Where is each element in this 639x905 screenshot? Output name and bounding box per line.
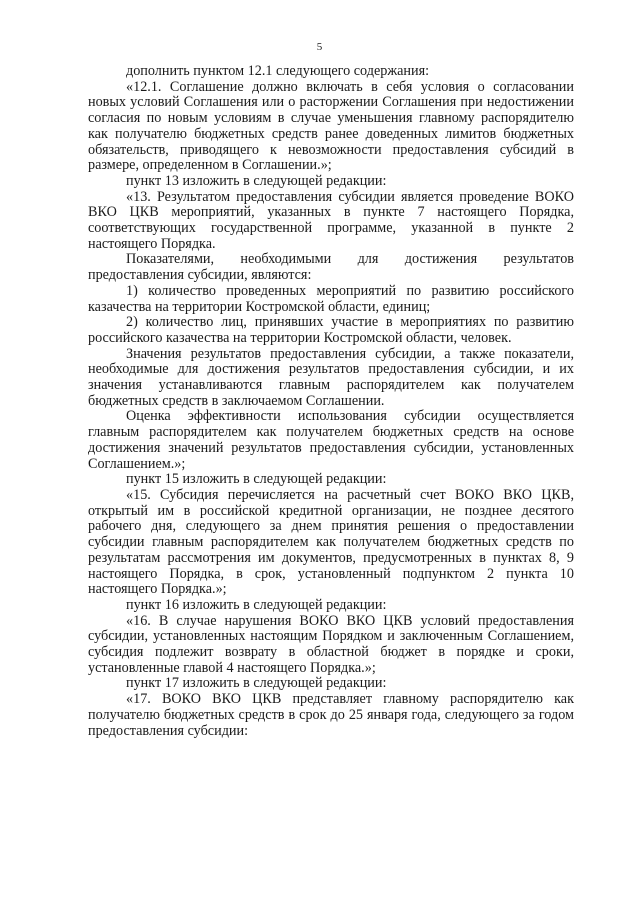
paragraph-clause-17: «17. ВОКО ВКО ЦКВ представляет главному распорядителю как получателю бюджетных средств в срок до 25 января года, следующего за годом предоставления субсидии:: [88, 691, 574, 739]
paragraph-clause-15: «15. Субсидия перечисляется на расчетный счет ВОКО ВКО ЦКВ, открытый им в российской кредитной организации, не позднее десятого рабочего дня, следующего за днем принятия решения о предоставлении субсидии главным распорядителем как получателем бюджетных средств по результатам рассмотрения им документов, предусмотренных в пунктах 8, 9 настоящего Порядка, в срок, установленный подпунктом 2 пункта 10 настоящего Порядка.»;: [88, 486, 574, 598]
document-body: [88, 64, 574, 739]
paragraph-indicator-values: Значения результатов предоставления субсидии, а также показатели, необходимые для достижения результатов предоставления субсидии, и их значения устанавливаются главным распорядителем как получателем бюджетных средств в заключаемом Соглашении.: [88, 345, 574, 409]
paragraph-indicators-intro: Показателями, необходимыми для достижения результатов предоставления субсидии, являются:: [88, 251, 574, 284]
paragraph-amend-12-1-intro: дополнить пунктом 12.1 следующего содержания:: [126, 63, 430, 79]
paragraph-amend-15-intro: пункт 15 изложить в следующей редакции:: [126, 471, 387, 488]
paragraph-amend-13-intro: пункт 13 изложить в следующей редакции:: [126, 172, 387, 189]
paragraph-clause-12-1: «12.1. Соглашение должно включать в себя условия о согласовании новых условий Соглашения или о расторжении Соглашения при недостижении согласия по новым условиям в случае уменьшения главному распорядителю как получателю бюджетных средств ранее доведенных лимитов бюджетных обязательств, приводящего к невозможности предоставления субсидий в размере, определенном в Соглашении.»;: [88, 78, 574, 174]
paragraph-clause-13: «13. Результатом предоставления субсидии является проведение ВОКО ВКО ЦКВ мероприятий, указанных в пункте 7 настоящего Порядка, соответствующих государственной программе, указанной в пункте 2 настоящего Порядка.: [88, 188, 574, 252]
paragraph-amend-17-intro: пункт 17 изложить в следующей редакции:: [126, 675, 387, 692]
page-number: 5: [316, 41, 323, 53]
paragraph-amend-16-intro: пункт 16 изложить в следующей редакции:: [126, 596, 387, 613]
list-item-indicator-2: 2) количество лиц, принявших участие в мероприятиях по развитию российского казачества на территории Костромской области, человек.: [88, 314, 574, 346]
paragraph-clause-16: «16. В случае нарушения ВОКО ВКО ЦКВ условий предоставления субсидии, установленных настоящим Порядком и заключенным Соглашением, субсидия подлежит возврату в областной бюджет в порядке и сроки, установленные главой 4 настоящего Порядка.»;: [88, 612, 574, 676]
list-item-indicator-1: 1) количество проведенных мероприятий по развитию российского казачества на территории Костромской области, единиц;: [88, 282, 574, 315]
paragraph-efficiency-assessment: Оценка эффективности использования субсидии осуществляется главным распорядителем как получателем бюджетных средств на основе достижения значений результатов предоставления субсидии, установленных Соглашением.»;: [88, 408, 574, 472]
